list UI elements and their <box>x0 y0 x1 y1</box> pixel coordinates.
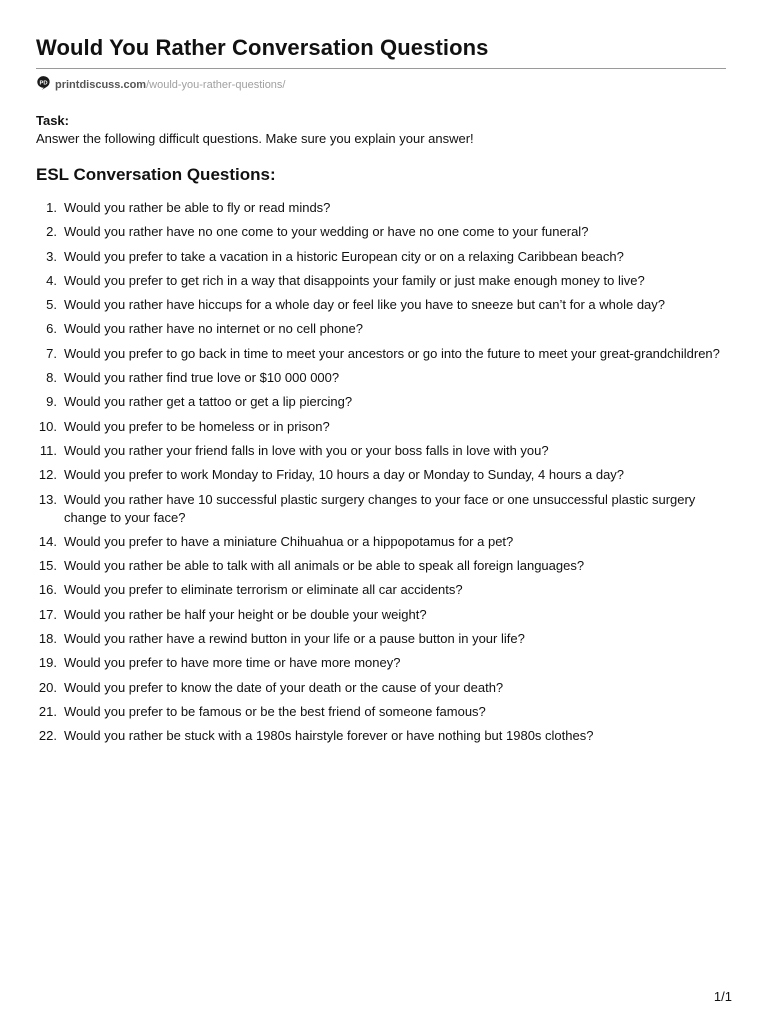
question-number: 21. <box>38 703 57 719</box>
question-number: 11. <box>39 442 57 458</box>
question-item <box>36 418 726 436</box>
question-item <box>36 679 726 697</box>
question-text: Would you rather your friend falls in love with you or your boss falls in love with you? <box>64 442 549 458</box>
question-item <box>36 533 726 551</box>
question-text: Would you prefer to know the date of your death or the cause of your death? <box>64 679 504 695</box>
question-number: 9. <box>46 394 57 410</box>
source-link[interactable] <box>36 75 285 95</box>
section-heading: ESL Conversation Questions: <box>36 165 276 184</box>
svg-text:PD: PD <box>39 79 48 86</box>
question-text: Would you rather be able to fly or read minds? <box>64 200 331 215</box>
question-text: Would you rather find true love or $10 000 000? <box>64 370 340 386</box>
question-text: Would you rather have 10 successful plastic surgery changes to your face or one unsuccessful plastic surgery change to your face? <box>64 491 696 525</box>
question-item <box>36 296 726 314</box>
question-text: Would you prefer to get rich in a way that disappoints your family or just make enough money to live? <box>64 272 645 288</box>
question-item <box>36 223 726 241</box>
question-number: 16. <box>38 582 57 598</box>
question-number: 1. <box>46 200 57 215</box>
question-item <box>36 248 726 266</box>
question-text: Would you rather have hiccups for a whole day or feel like you have to sneeze but can’t for a whole day? <box>64 297 666 313</box>
question-list <box>36 199 726 752</box>
question-text: Would you prefer to be homeless or in prison? <box>64 418 330 434</box>
question-item <box>36 272 726 290</box>
question-text: Would you prefer to take a vacation in a historic European city or on a relaxing Caribbean beach? <box>64 248 624 264</box>
question-number: 15. <box>38 558 57 574</box>
task-label: Task: <box>36 113 69 128</box>
question-number: 17. <box>38 606 57 622</box>
question-text: Would you prefer to be famous or be the best friend of someone famous? <box>64 703 486 719</box>
question-number: 22. <box>38 728 57 744</box>
question-number: 5. <box>46 297 57 313</box>
question-item <box>36 442 726 460</box>
question-number: 20. <box>38 679 57 695</box>
question-text: Would you rather have no internet or no cell phone? <box>64 321 363 337</box>
question-text: Would you rather have no one come to your wedding or have no one come to your funeral? <box>64 224 589 240</box>
question-item <box>36 654 726 672</box>
question-number: 7. <box>46 345 57 361</box>
question-text: Would you rather be stuck with a 1980s hairstyle forever or have nothing but 1980s clothes? <box>64 728 594 744</box>
question-item <box>36 199 726 217</box>
question-text: Would you rather get a tattoo or get a lip piercing? <box>64 394 353 410</box>
question-number: 13. <box>38 491 57 507</box>
question-item <box>36 606 726 624</box>
question-text: Would you rather be half your height or be double your weight? <box>64 606 427 622</box>
question-number: 3. <box>46 248 57 264</box>
question-text: Would you prefer to go back in time to meet your ancestors or go into the future to meet your great-grandchildren? <box>64 345 720 361</box>
question-text: Would you prefer to have a miniature Chihuahua or a hippopotamus for a pet? <box>64 533 514 549</box>
question-number: 2. <box>46 224 57 240</box>
question-item <box>36 466 726 484</box>
question-item <box>36 345 726 363</box>
question-number: 19. <box>38 655 57 671</box>
question-item <box>36 393 726 411</box>
question-number: 18. <box>38 631 57 647</box>
source-path[interactable]: /would-you-rather-questions/ <box>146 79 286 91</box>
question-item <box>36 369 726 387</box>
question-item <box>36 630 726 648</box>
question-text: Would you prefer to work Monday to Friday, 10 hours a day or Monday to Sunday, 4 hours a day? <box>64 467 625 483</box>
question-item <box>36 320 726 338</box>
question-item <box>36 491 726 527</box>
question-number: 14. <box>38 533 57 549</box>
title-divider <box>36 68 726 69</box>
printdiscuss-logo-icon <box>36 75 51 90</box>
question-item <box>36 557 726 575</box>
page-number: 1/1 <box>713 989 732 1004</box>
question-text: Would you rather have a rewind button in your life or a pause button in your life? <box>64 631 525 647</box>
question-item <box>36 703 726 721</box>
question-number: 4. <box>46 272 57 288</box>
source-domain[interactable]: printdiscuss.com <box>55 79 147 91</box>
question-item <box>36 581 726 599</box>
question-text: Would you rather be able to talk with all animals or be able to speak all foreign languages? <box>64 558 585 574</box>
question-number: 8. <box>46 370 57 386</box>
task-text: Answer the following difficult questions. Make sure you explain your answer! <box>36 131 474 146</box>
page-title: Would You Rather Conversation Questions <box>36 35 489 60</box>
question-item <box>36 727 726 745</box>
question-number: 6. <box>46 321 57 337</box>
question-number: 12. <box>38 467 57 483</box>
question-text: Would you prefer to have more time or have more money? <box>64 655 401 671</box>
question-number: 10. <box>38 418 57 434</box>
question-text: Would you prefer to eliminate terrorism or eliminate all car accidents? <box>64 582 463 598</box>
